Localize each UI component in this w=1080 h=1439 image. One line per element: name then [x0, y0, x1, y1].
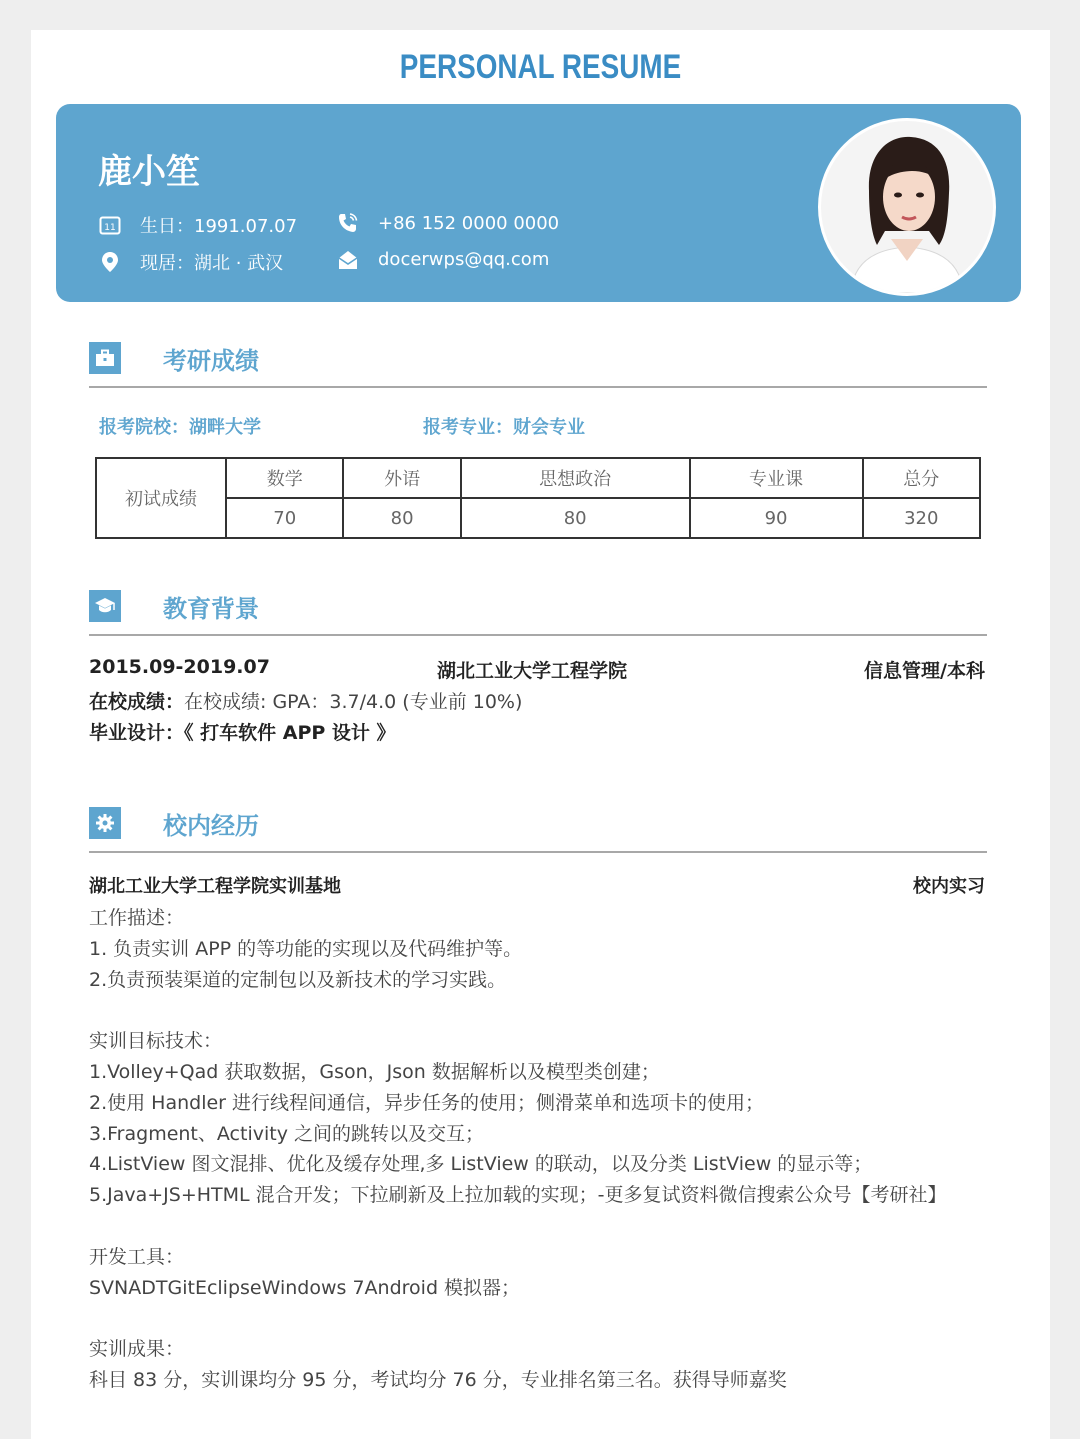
residence-text: 现居：湖北 · 武汉: [140, 253, 284, 274]
resume-page: [31, 30, 1050, 1439]
campus-org: 湖北工业大学工程学院实训基地: [89, 876, 341, 897]
profile-photo: [818, 118, 996, 296]
applied-major: 报考专业：财会专业: [423, 417, 585, 438]
score-cell: 80: [461, 498, 690, 538]
column-header: 思想政治: [461, 458, 690, 498]
phone-row: [334, 212, 559, 234]
exam-score-table: [95, 457, 981, 539]
description-line: 5.Java+JS+HTML 混合开发；下拉刷新及上拉加载的实现；-更多复试资料微信搜索公众号【考研社】: [89, 1184, 947, 1207]
education-section-title: 教育背景: [163, 595, 259, 623]
residence-row: [96, 249, 283, 275]
education-school: 湖北工业大学工程学院: [437, 660, 628, 682]
birthday-row: [96, 212, 297, 238]
description-line: 工作描述：: [89, 907, 185, 929]
score-cell: 70: [226, 498, 343, 538]
campus-type: 校内实习: [913, 876, 985, 897]
email-icon: [334, 250, 362, 270]
campus-section-header: [89, 795, 987, 853]
column-header: 专业课: [690, 458, 863, 498]
calendar-icon: [96, 215, 124, 235]
description-line: 1. 负责实训 APP 的等功能的实现以及代码维护等。: [89, 937, 523, 960]
description-line: 科目 83 分，实训课均分 95 分，考试均分 76 分，专业排名第三名。获得导师嘉奖: [89, 1369, 787, 1391]
profile-card: [56, 104, 1021, 302]
score-cell: 80: [343, 498, 460, 538]
phone-text: +86 152 0000 0000: [378, 212, 560, 234]
document-title: PERSONAL RESUME: [399, 48, 682, 86]
candidate-name: 鹿小笙: [98, 152, 200, 192]
education-degree: 信息管理/本科: [864, 660, 985, 682]
email-row: [334, 249, 549, 270]
description-line: 4.ListView 图文混排、优化及缓存处理,多 ListView 的联动，以及分类 ListView 的显示等；: [89, 1153, 873, 1176]
score-cell: 90: [690, 498, 863, 538]
thesis-row: [89, 718, 396, 745]
description-line: 2.负责预装渠道的定制包以及新技术的学习实践。: [89, 968, 507, 991]
description-line: 实训成果：: [89, 1338, 185, 1361]
exam-section-title: 考研成绩: [163, 347, 259, 375]
birthday-text: 生日：1991.07.07: [140, 216, 298, 237]
score-cell: 320: [863, 498, 980, 538]
column-header: 总分: [863, 458, 980, 498]
table-row: [96, 458, 980, 498]
thesis-label: 毕业设计：: [89, 722, 185, 744]
column-header: 数学: [226, 458, 343, 498]
row-label: 初试成绩: [96, 458, 226, 538]
graduation-cap-icon: [89, 590, 121, 622]
grades-label: 在校成绩：: [89, 691, 185, 713]
thesis-value: 《 打车软件 APP 设计 》: [184, 722, 396, 744]
education-entry: [89, 656, 985, 682]
applied-school: 报考院校：湖畔大学: [99, 417, 261, 438]
campus-entry: [89, 872, 985, 898]
exam-section-header: [89, 330, 987, 388]
column-header: 外语: [343, 458, 460, 498]
location-pin-icon: [96, 251, 124, 273]
briefcase-icon: [89, 342, 121, 374]
description-line: 开发工具：: [89, 1245, 185, 1268]
grades-value: 在校成绩: GPA：3.7/4.0 (专业前 10%): [184, 691, 523, 713]
description-line: 实训目标技术：: [89, 1030, 223, 1053]
description-line: 1.Volley+Qad 获取数据，Gson，Json 数据解析以及模型类创建；: [89, 1061, 660, 1083]
description-line: 2.使用 Handler 进行线程间通信，异步任务的使用；侧滑菜单和选项卡的使用；: [89, 1091, 765, 1114]
grades-row: [89, 687, 522, 714]
gear-icon: [89, 807, 121, 839]
svg-text:11: 11: [104, 223, 116, 233]
email-text: docerwps@qq.com: [378, 249, 550, 270]
education-period: 2015.09-2019.07: [89, 656, 270, 678]
table-row: [96, 498, 980, 538]
description-line: 3.Fragment、Activity 之间的跳转以及交互；: [89, 1122, 484, 1145]
education-section-header: [89, 578, 987, 636]
description-line: SVNADTGitEclipseWindows 7Android 模拟器；: [89, 1276, 521, 1299]
campus-section-title: 校内经历: [163, 812, 259, 840]
phone-icon: [334, 212, 362, 234]
